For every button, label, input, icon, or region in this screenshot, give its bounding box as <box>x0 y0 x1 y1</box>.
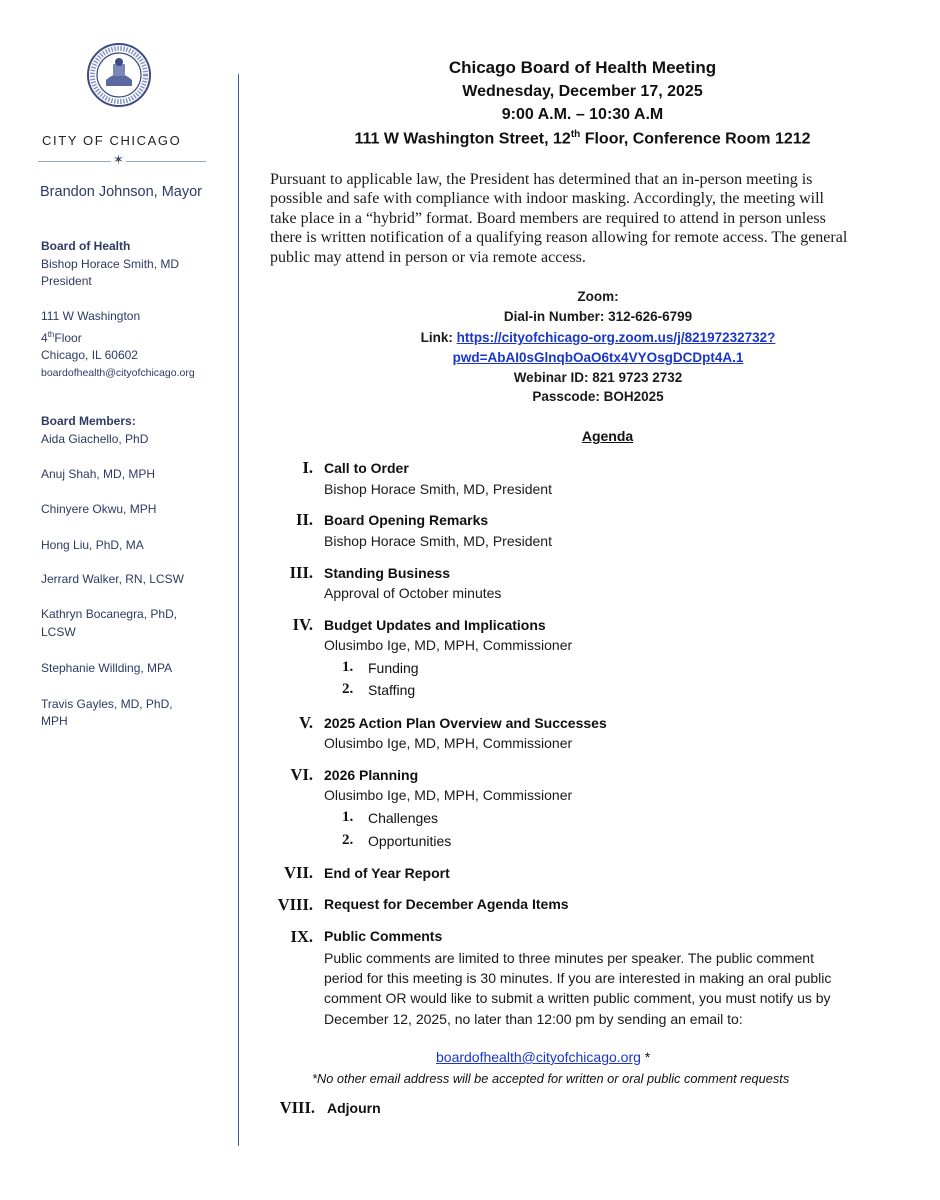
agenda-numeral: VII. <box>284 863 313 882</box>
agenda-item-title: Public Comments <box>324 928 443 944</box>
agenda-item-title: Request for December Agenda Items <box>324 896 569 912</box>
president-title: President <box>41 274 92 288</box>
sidebar-email: boardofhealth@cityofchicago.org <box>41 366 195 379</box>
agenda-numeral: I. <box>302 458 313 477</box>
email-note: *No other email address will be accepted for written or oral public comment requests <box>312 1071 790 1086</box>
agenda-item-presenter: Bishop Horace Smith, MD, President <box>324 533 552 549</box>
intro-paragraph: Pursuant to applicable law, the President has determined that an in-person meeting is possible and safe with compliance with indoor masking. Accordingly, the meeting will take place in a “hybrid” format. Board members are required to attend in person unless there is written notification of a qualifying reason allowing for remote access. The general public may attend in person or via remote access. <box>270 171 848 266</box>
agenda-item-title: Call to Order <box>324 460 409 476</box>
public-comment-email-line: boardofhealth@cityofchicago.org * <box>436 1049 651 1065</box>
agenda-numeral: VIII. <box>277 895 313 914</box>
webinar-id: Webinar ID: 821 9723 2732 <box>513 370 683 385</box>
meeting-location: 111 W Washington Street, 12th Floor, Conference Room 1212 <box>354 129 811 148</box>
agenda-item-presenter: Olusimbo Ige, MD, MPH, Commissioner <box>324 637 573 653</box>
mayor-name: Brandon Johnson, Mayor <box>40 184 203 200</box>
subitem-number: 2. <box>342 681 354 697</box>
passcode: Passcode: BOH2025 <box>532 389 664 404</box>
zoom-link[interactable]: https://cityofchicago-org.zoom.us/j/82197232732? <box>456 330 776 345</box>
member-item: Kathryn Bocanegra, PhD, <box>41 607 178 621</box>
meeting-time: 9:00 A.M. – 10:30 A.M <box>501 106 664 123</box>
agenda-item-title: Adjourn <box>327 1100 381 1116</box>
agenda-numeral: VIII. <box>279 1098 315 1117</box>
address-line3: Chicago, IL 60602 <box>41 348 138 362</box>
subitem-text: Opportunities <box>368 833 452 849</box>
zoom-link-continued[interactable]: pwd=AbAI0sGlnqbOaO6tx4VYOsgDCDpt4A.1 <box>452 350 744 365</box>
president-name: Bishop Horace Smith, MD <box>41 256 180 271</box>
public-comment-email-link[interactable]: boardofhealth@cityofchicago.org <box>436 1049 641 1065</box>
agenda-numeral: II. <box>296 510 313 529</box>
agenda-numeral: VI. <box>290 765 313 784</box>
members-heading: Board Members: <box>41 414 136 428</box>
dial-in-number: Dial-in Number: 312-626-6799 <box>503 309 693 324</box>
zoom-label: Zoom: <box>577 289 619 304</box>
agenda-item-title: Standing Business <box>324 565 451 581</box>
agenda-numeral: V. <box>299 713 313 732</box>
member-item: Stephanie Willding, MPA <box>41 661 173 675</box>
city-name: CITY OF CHICAGO <box>42 133 182 148</box>
meeting-date: Wednesday, December 17, 2025 <box>462 83 703 100</box>
public-comment-text: Public comments are limited to three minutes per speaker. The public comment period for this meeting is 30 minutes. If you are interested in making an oral public comment OR would like to submit a written public comment, you must notify us by December 12, 2025, no later than 12:00 pm by sending an email to: <box>324 950 832 1027</box>
agenda-title: Agenda <box>581 428 634 444</box>
member-item: Aida Giachello, PhD <box>41 432 149 446</box>
member-item: LCSW <box>41 625 76 639</box>
agenda-numeral: IX. <box>290 927 313 946</box>
member-item: Jerrard Walker, RN, LCSW <box>41 572 184 586</box>
meeting-title: Chicago Board of Health Meeting <box>448 58 717 77</box>
agenda-item-presenter: Bishop Horace Smith, MD, President <box>324 481 552 497</box>
zoom-link-line-2 <box>300 350 896 365</box>
agenda-item-presenter: Olusimbo Ige, MD, MPH, Commissioner <box>324 735 573 751</box>
subitem-number: 1. <box>342 659 354 675</box>
board-heading: Board of Health <box>41 239 131 253</box>
agenda-item-title: Board Opening Remarks <box>324 512 489 528</box>
subitem-number: 1. <box>342 809 354 825</box>
zoom-link-line: Link: https://cityofchicago-org.zoom.us/j/82197232732? <box>420 330 776 345</box>
agenda-item-title: End of Year Report <box>324 865 450 881</box>
member-item: MPH <box>41 714 68 728</box>
agenda-item-presenter: Olusimbo Ige, MD, MPH, Commissioner <box>324 787 573 803</box>
agenda-item-presenter: Approval of October minutes <box>324 585 502 601</box>
subitem-text: Staffing <box>368 682 416 698</box>
agenda-numeral: III. <box>289 563 313 582</box>
member-item: Anuj Shah, MD, MPH <box>41 467 156 481</box>
agenda-item-title: Budget Updates and Implications <box>324 617 546 633</box>
star-icon: ✶ <box>113 152 124 167</box>
agenda-item-title: 2026 Planning <box>324 767 419 783</box>
subitem-text: Challenges <box>368 810 439 826</box>
member-item: Chinyere Okwu, MPH <box>41 502 157 516</box>
member-item: Hong Liu, PhD, MA <box>41 538 144 552</box>
address-line2: 4thFloor <box>41 329 82 345</box>
subitem-text: Funding <box>368 660 419 676</box>
subitem-number: 2. <box>342 832 354 848</box>
member-item: Travis Gayles, MD, PhD, <box>41 697 173 711</box>
agenda-item-title: 2025 Action Plan Overview and Successes <box>324 715 607 731</box>
agenda-numeral: IV. <box>292 615 313 634</box>
address-line1: 111 W Washington <box>41 309 141 323</box>
